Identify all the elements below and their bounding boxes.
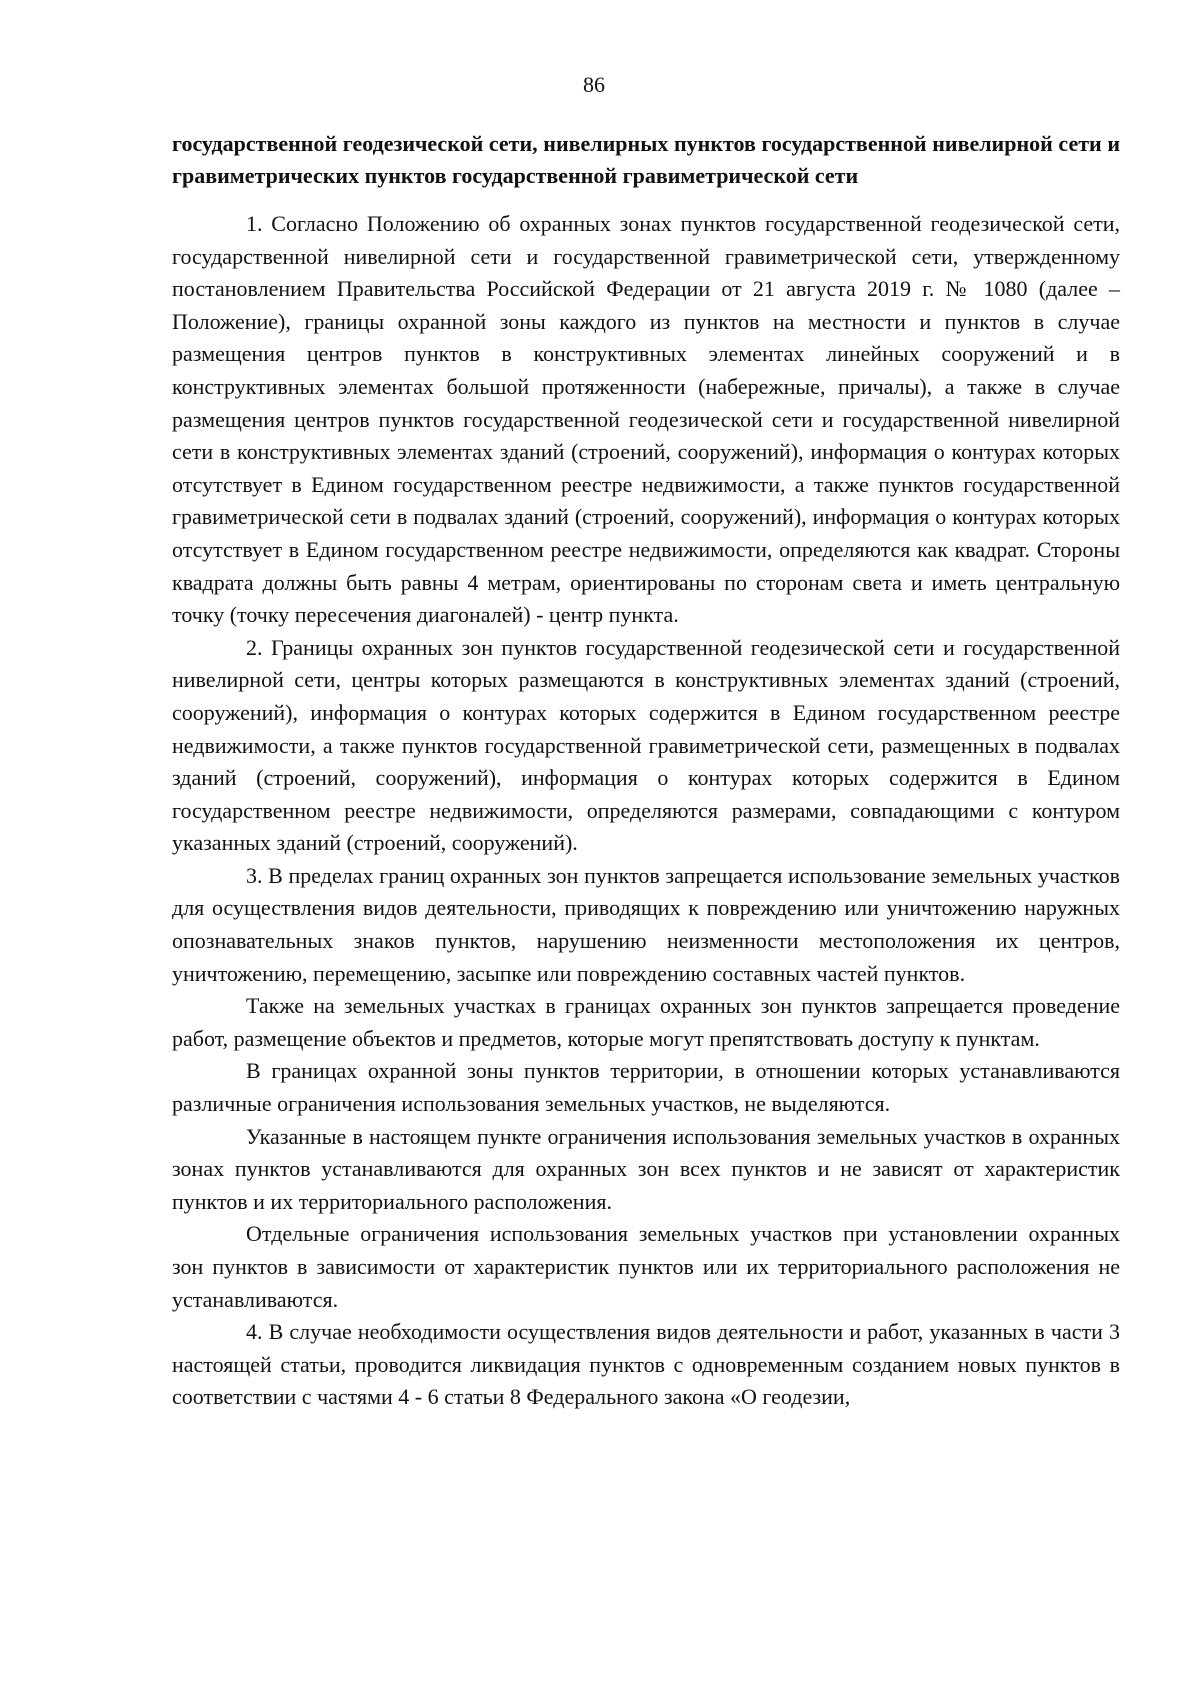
paragraph-1: 1. Согласно Положению об охранных зонах пунктов государственной геодезической сети, государственной нивелирной сети и государственной гравиметрической сети, утвержденному постановлением Правительства Российской Федерации от 21 августа 2019 г. № 1080 (далее – Положение), границы охранной зоны каждого из пунктов на местности и пунктов в случае размещения центров пунктов в конструктивных элементах линейных сооружений и в конструктивных элементах большой протяженности (набережные, причалы), а также в случае размещения центров пунктов государственной геодезической сети и государственной нивелирной сети в конструктивных элементах зданий (строений, сооружений), информация о контурах которых отсутствует в Едином государственном реестре недвижимости, а также пунктов государственной гравиметрической сети в подвалах зданий (строений, сооружений), информация о контурах которых отсутствует в Едином государственном реестре недвижимости, определяются как квадрат. Стороны квадрата должны быть равны 4 метрам, ориентированы по сторонам света и иметь центральную точку (точку пересечения диагоналей) - центр пункта. (172, 211, 1120, 628)
paragraph-3-restrictions-apply-all: Указанные в настоящем пункте ограничения использования земельных участков в охранных зонах пунктов устанавливаются для охранных зон всех пунктов и не зависят от характеристик пунктов и их территориального расположения. (172, 1123, 1120, 1214)
paragraph-3: 3. В пределах границ охранных зон пунктов запрещается использование земельных участков для осуществления видов деятельности, приводящих к повреждению или уничтожению наружных опознавательных знаков пунктов, нарушению неизменности местоположения их центров, уничтожению, перемещению, засыпке или повреждению составных частей пунктов. (172, 862, 1120, 986)
document-body (172, 128, 1120, 1414)
paragraph-3-continued-prohibition: Также на земельных участках в границах охранных зон пунктов запрещается проведение работ, размещение объектов и предметов, которые могут препятствовать доступу к пунктам. (172, 993, 1120, 1051)
page-number: 86 (583, 72, 605, 97)
paragraph-3-territories-not-allocated: В границах охранной зоны пунктов территории, в отношении которых устанавливаются различные ограничения использования земельных участков, не выделяются. (172, 1058, 1120, 1117)
paragraph-3-no-separate-restrictions: Отдельные ограничения использования земельных участков при установлении охранных зон пунктов в зависимости от характеристик пунктов или их территориального расположения не устанавливаются. (172, 1221, 1120, 1312)
paragraph-2: 2. Границы охранных зон пунктов государственной геодезической сети и государственной нивелирной сети, центры которых размещаются в конструктивных элементах зданий (строений, сооружений), информация о контурах которых содержится в Едином государственном реестре недвижимости, а также пунктов государственной гравиметрической сети, размещенных в подвалах зданий (строений, сооружений), информация о контурах которых содержится в Едином государственном реестре недвижимости, определяются размерами, совпадающими с контуром указанных зданий (строений, сооружений). (172, 634, 1120, 856)
paragraph-4: 4. В случае необходимости осуществления видов деятельности и работ, указанных в части 3 настоящей статьи, проводится ликвидация пунктов с одновременным созданием новых пунктов в соответствии с частями 4 - 6 статьи 8 Федерального закона «О геодезии, (172, 1319, 1120, 1410)
section-heading: государственной геодезической сети, нивелирных пунктов государственной нивелирной сети и гравиметрических пунктов государственной гравиметрической сети (172, 131, 1120, 188)
